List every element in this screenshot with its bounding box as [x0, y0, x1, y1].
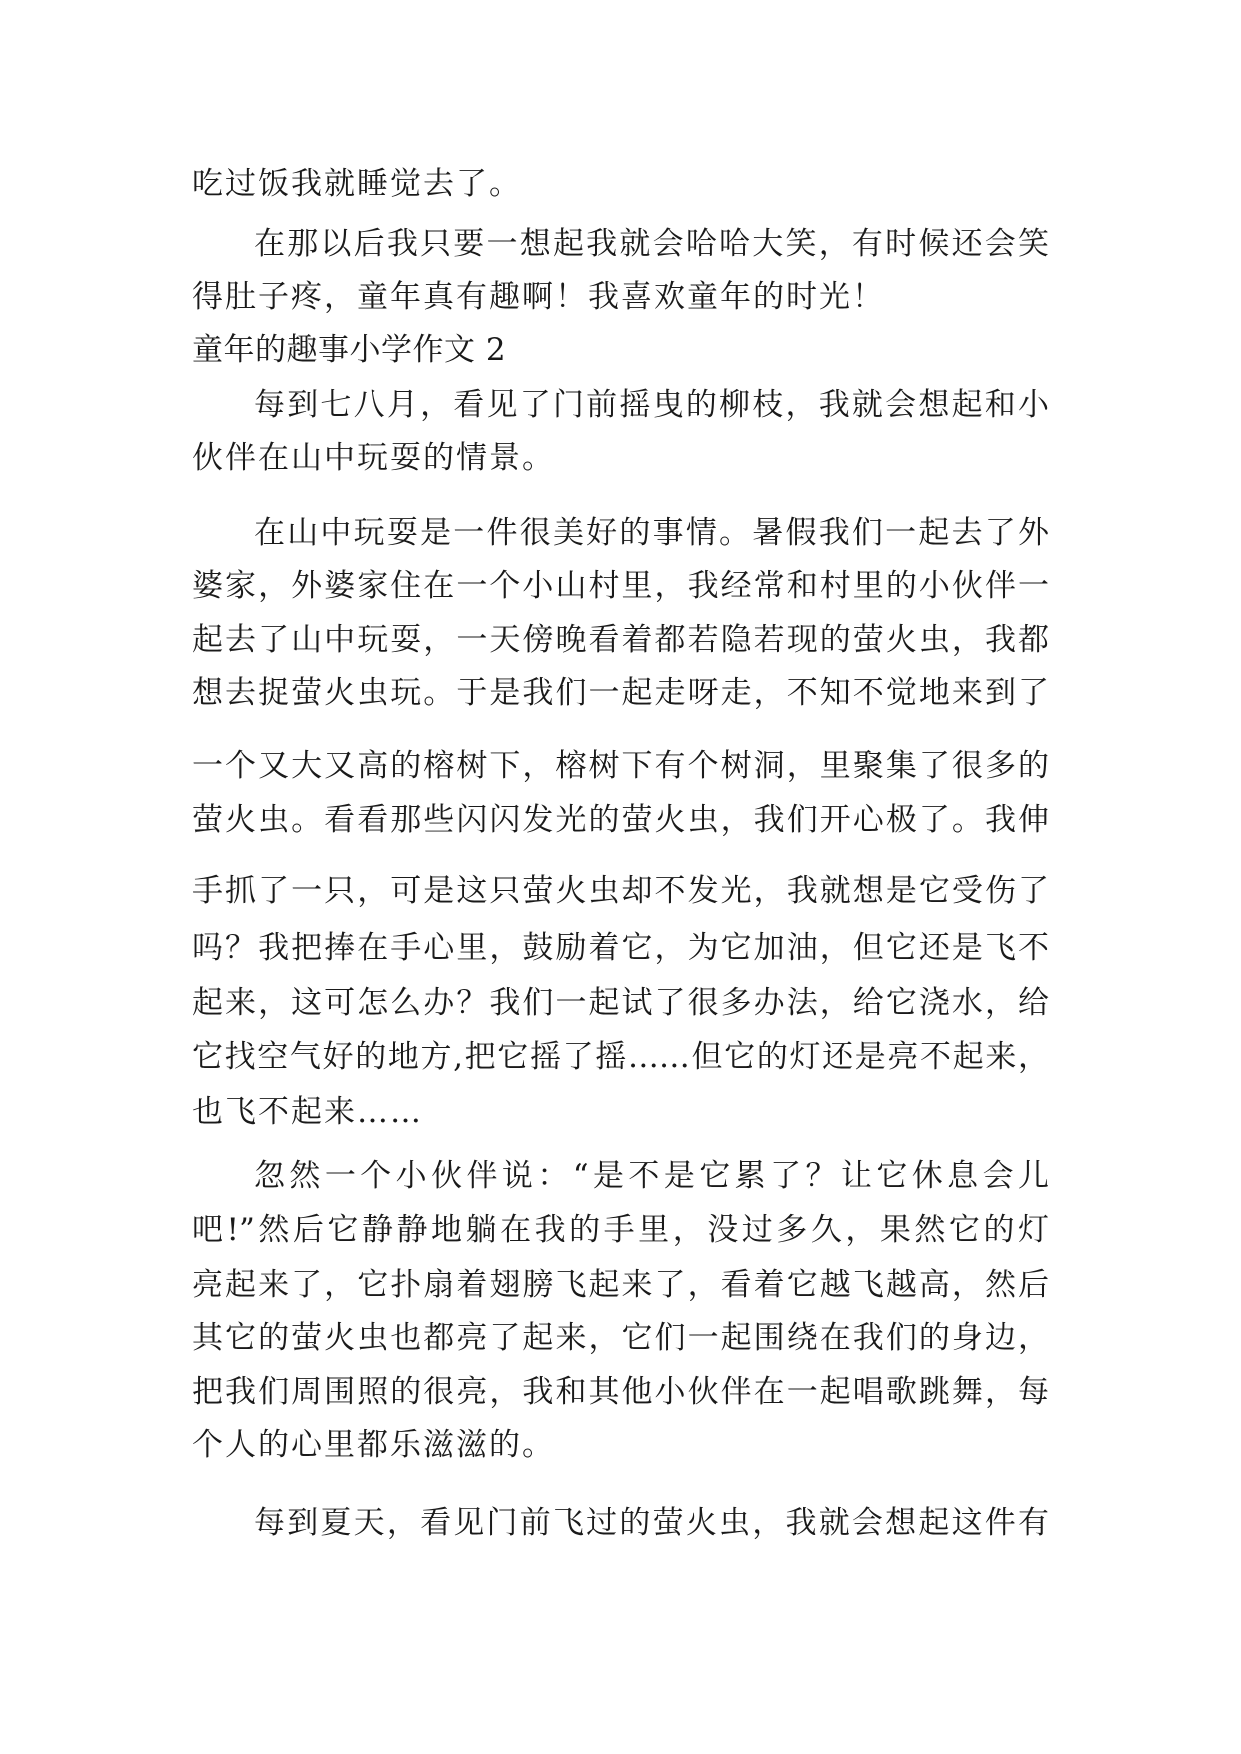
text-line: 手抓了一只，可是这只萤火虫却不发光，我就想是它受伤了	[192, 873, 1049, 909]
paragraph-first-line: 忽然一个小伙伴说：“是不是它累了？让它休息会儿	[254, 1158, 1049, 1194]
text-line: 萤火虫。看看那些闪闪发光的萤火虫，我们开心极了。我伸	[192, 802, 1049, 838]
text-line: 婆家，外婆家住在一个小山村里，我经常和村里的小伙伴一	[192, 568, 1049, 604]
text-line: 其它的萤火虫也都亮了起来，它们一起围绕在我们的身边，	[192, 1320, 1049, 1356]
text-line: 个人的心里都乐滋滋的。	[192, 1427, 555, 1463]
text-line: 起来，这可怎么办？我们一起试了很多办法，给它浇水，给	[192, 985, 1049, 1021]
text-line: 想去捉萤火虫玩。于是我们一起走呀走，不知不觉地来到了	[192, 675, 1049, 711]
paragraph-first-line: 在山中玩耍是一件很美好的事情。暑假我们一起去了外	[254, 515, 1049, 551]
text-line: 吗？我把捧在手心里，鼓励着它，为它加油，但它还是飞不	[192, 930, 1049, 966]
paragraph-first-line: 在那以后我只要一想起我就会哈哈大笑，有时候还会笑	[254, 226, 1049, 262]
text-line: 吃过饭我就睡觉去了。	[192, 166, 522, 202]
paragraph-first-line: 每到夏天，看见门前飞过的萤火虫，我就会想起这件有	[254, 1505, 1049, 1541]
text-line: 亮起来了，它扑扇着翅膀飞起来了，看着它越飞越高，然后	[192, 1267, 1049, 1303]
text-line: 伙伴在山中玩耍的情景。	[192, 440, 555, 476]
paragraph-first-line: 每到七八月，看见了门前摇曳的柳枝，我就会想起和小	[254, 387, 1049, 423]
section-heading: 童年的趣事小学作文 2	[192, 332, 507, 368]
text-line: 也飞不起来……	[192, 1094, 423, 1130]
text-line: 把我们周围照的很亮，我和其他小伙伴在一起唱歌跳舞，每	[192, 1374, 1049, 1410]
text-line: 吧!”然后它静静地躺在我的手里，没过多久，果然它的灯	[192, 1212, 1049, 1248]
text-line: 得肚子疼，童年真有趣啊！我喜欢童年的时光！	[192, 279, 885, 315]
text-line: 起去了山中玩耍，一天傍晚看着都若隐若现的萤火虫，我都	[192, 622, 1049, 658]
text-line: 一个又大又高的榕树下，榕树下有个树洞，里聚集了很多的	[192, 748, 1049, 784]
text-line: 它找空气好的地方,把它摇了摇……但它的灯还是亮不起来，	[192, 1039, 1049, 1075]
